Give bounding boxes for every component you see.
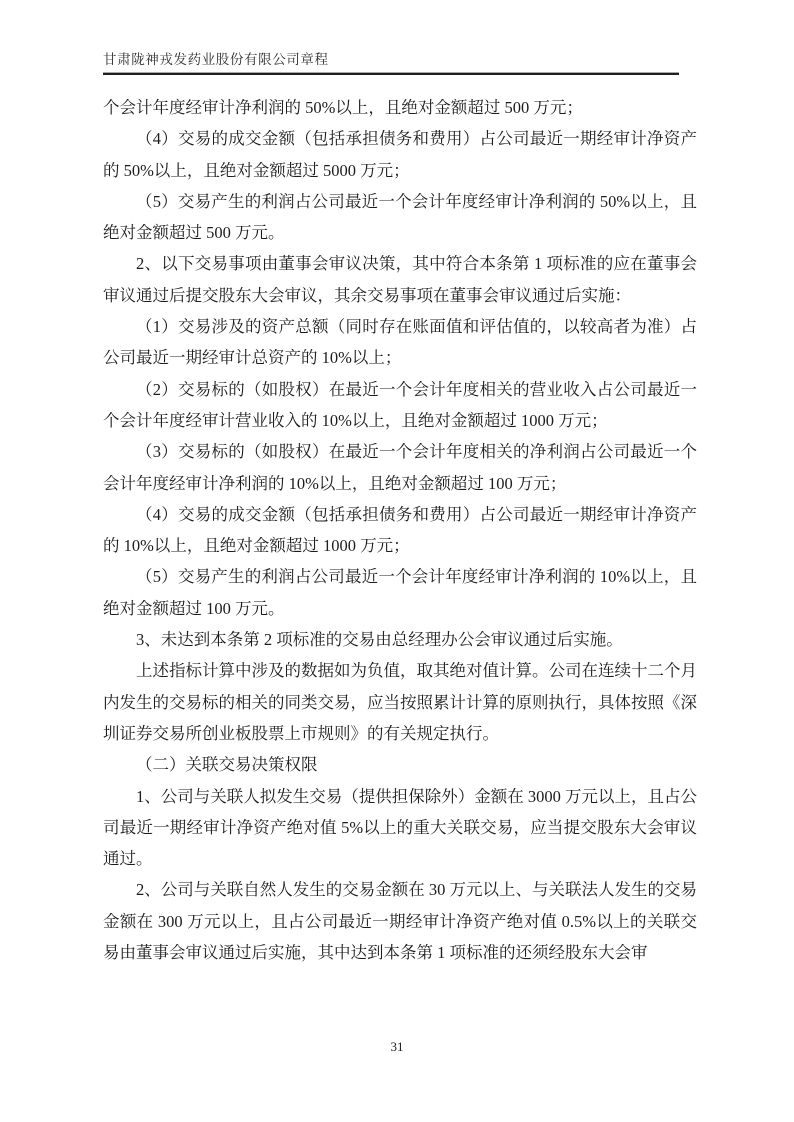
page-header xyxy=(103,51,679,75)
header-title: 甘肃陇神戎发药业股份有限公司章程 xyxy=(103,52,329,67)
paragraph: （5）交易产生的利润占公司最近一个会计年度经审计净利润的 10%以上，且绝对金额超过 100 万元。 xyxy=(103,567,697,618)
page-footer xyxy=(0,1038,794,1056)
paragraph: 1、公司与关联人拟发生交易（提供担保除外）金额在 3000 万元以上，且占公司最近一期经审计净资产绝对值 5%以上的重大关联交易，应当提交股东大会审议通过。 xyxy=(103,786,697,869)
paragraph: 2、公司与关联自然人发生的交易金额在 30 万元以上、与关联法人发生的交易金额在 300 万元以上，且占公司最近一期经审计净资产绝对值 0.5%以上的关联交易由董事会审议通过后实施，其中达到本条第 1 项标准的还须经股东大会审 xyxy=(103,880,697,963)
paragraph: （4）交易的成交金额（包括承担债务和费用）占公司最近一期经审计净资产的 10%以上，且绝对金额超过 1000 万元； xyxy=(103,504,697,556)
paragraph: （二）关联交易决策权限 xyxy=(136,755,318,775)
paragraph: （5）交易产生的利润占公司最近一个会计年度经审计净利润的 50%以上，且绝对金额超过 500 万元。 xyxy=(103,191,697,243)
header-rule xyxy=(103,72,679,75)
document-body xyxy=(103,92,697,968)
paragraph: （2）交易标的（如股权）在最近一个会计年度相关的营业收入占公司最近一个会计年度经审计营业收入的 10%以上，且绝对金额超过 1000 万元； xyxy=(103,379,697,430)
paragraph: （4）交易的成交金额（包括承担债务和费用）占公司最近一期经审计净资产的 50%以上，且绝对金额超过 5000 万元； xyxy=(103,129,697,180)
paragraph: 上述指标计算中涉及的数据如为负值，取其绝对值计算。公司在连续十二个月内发生的交易标的相关的同类交易，应当按照累计计算的原则执行，具体按照《深圳证券交易所创业板股票上市规则》的有关规定执行。 xyxy=(103,661,697,743)
paragraph: 2、以下交易事项由董事会审议决策，其中符合本条第 1 项标准的应在董事会审议通过后提交股东大会审议，其余交易事项在董事会审议通过后实施： xyxy=(103,254,697,305)
paragraph: 3、未达到本条第 2 项标准的交易由总经理办公会审议通过后实施。 xyxy=(136,630,623,650)
paragraph: （1）交易涉及的资产总额（同时存在账面值和评估值的，以较高者为准）占公司最近一期经审计总资产的 10%以上； xyxy=(103,317,697,368)
page-number: 31 xyxy=(390,1039,404,1054)
paragraph: 个会计年度经审计净利润的 50%以上，且绝对金额超过 500 万元； xyxy=(103,98,583,117)
paragraph: （3）交易标的（如股权）在最近一个会计年度相关的净利润占公司最近一个会计年度经审计净利润的 10%以上，且绝对金额超过 100 万元； xyxy=(103,442,697,493)
